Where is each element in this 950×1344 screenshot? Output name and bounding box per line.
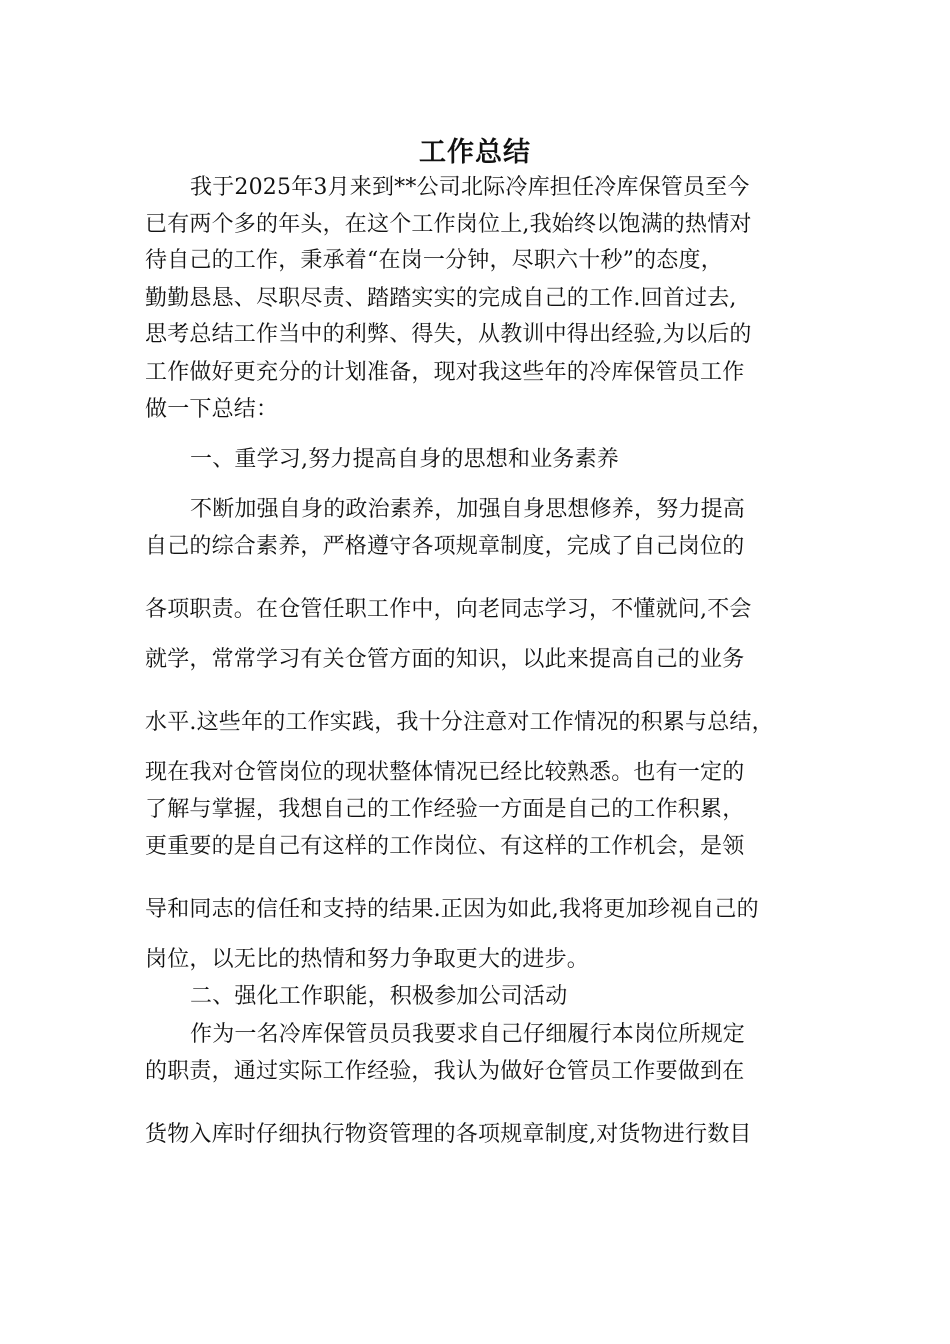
text-line: 工作做好更充分的计划准备，现对我这些年的冷库保管员工作 [145, 360, 745, 385]
text-line: 更重要的是自己有这样的工作岗位、有这样的工作机会，是领 [145, 834, 745, 859]
text-line: 的职责，通过实际工作经验，我认为做好仓管员工作要做到在 [145, 1059, 745, 1084]
text-line: 导和同志的信任和支持的结果.正因为如此,我将更加珍视自己的 [145, 897, 759, 922]
text-line: 待自己的工作，秉承着“在岗一分钟，尽职六十秒”的态度， [145, 248, 723, 273]
text-line: 思考总结工作当中的利弊、得失，从教训中得出经验,为以后的 [145, 322, 752, 347]
text-line: 做一下总结： [145, 397, 279, 422]
text-line: 我于2025年3月来到**公司北际冷库担任冷库保管员至今 [190, 175, 750, 200]
text-line: 货物入库时仔细执行物资管理的各项规章制度,对货物进行数目 [145, 1122, 752, 1147]
section-heading: 二、强化工作职能，积极参加公司活动 [190, 984, 568, 1009]
text-line: 勤勤恳恳、尽职尽责、踏踏实实的完成自己的工作.回首过去, [145, 286, 737, 311]
text-line: 岗位，以无比的热情和努力争取更大的进步。 [145, 947, 590, 972]
document-title: 工作总结 [419, 137, 531, 168]
text-line: 已有两个多的年头，在这个工作岗位上,我始终以饱满的热情对 [145, 212, 752, 237]
text-line: 各项职责。在仓管任职工作中，向老同志学习，不懂就问,不会 [145, 597, 752, 622]
text-line: 了解与掌握，我想自己的工作经验一方面是自己的工作积累， [145, 797, 745, 822]
text-line: 就学，常常学习有关仓管方面的知识，以此来提高自己的业务 [145, 647, 745, 672]
text-line: 自己的综合素养，严格遵守各项规章制度，完成了自己岗位的 [145, 534, 745, 559]
section-heading: 一、重学习,努力提高自身的思想和业务素养 [190, 447, 619, 472]
text-line: 作为一名冷库保管员员我要求自己仔细履行本岗位所规定 [190, 1022, 746, 1047]
text-line: 现在我对仓管岗位的现状整体情况已经比较熟悉。也有一定的 [145, 760, 745, 785]
text-line: 水平.这些年的工作实践，我十分注意对工作情况的积累与总结， [145, 710, 774, 735]
text-line: 不断加强自身的政治素养，加强自身思想修养，努力提高 [190, 497, 746, 522]
